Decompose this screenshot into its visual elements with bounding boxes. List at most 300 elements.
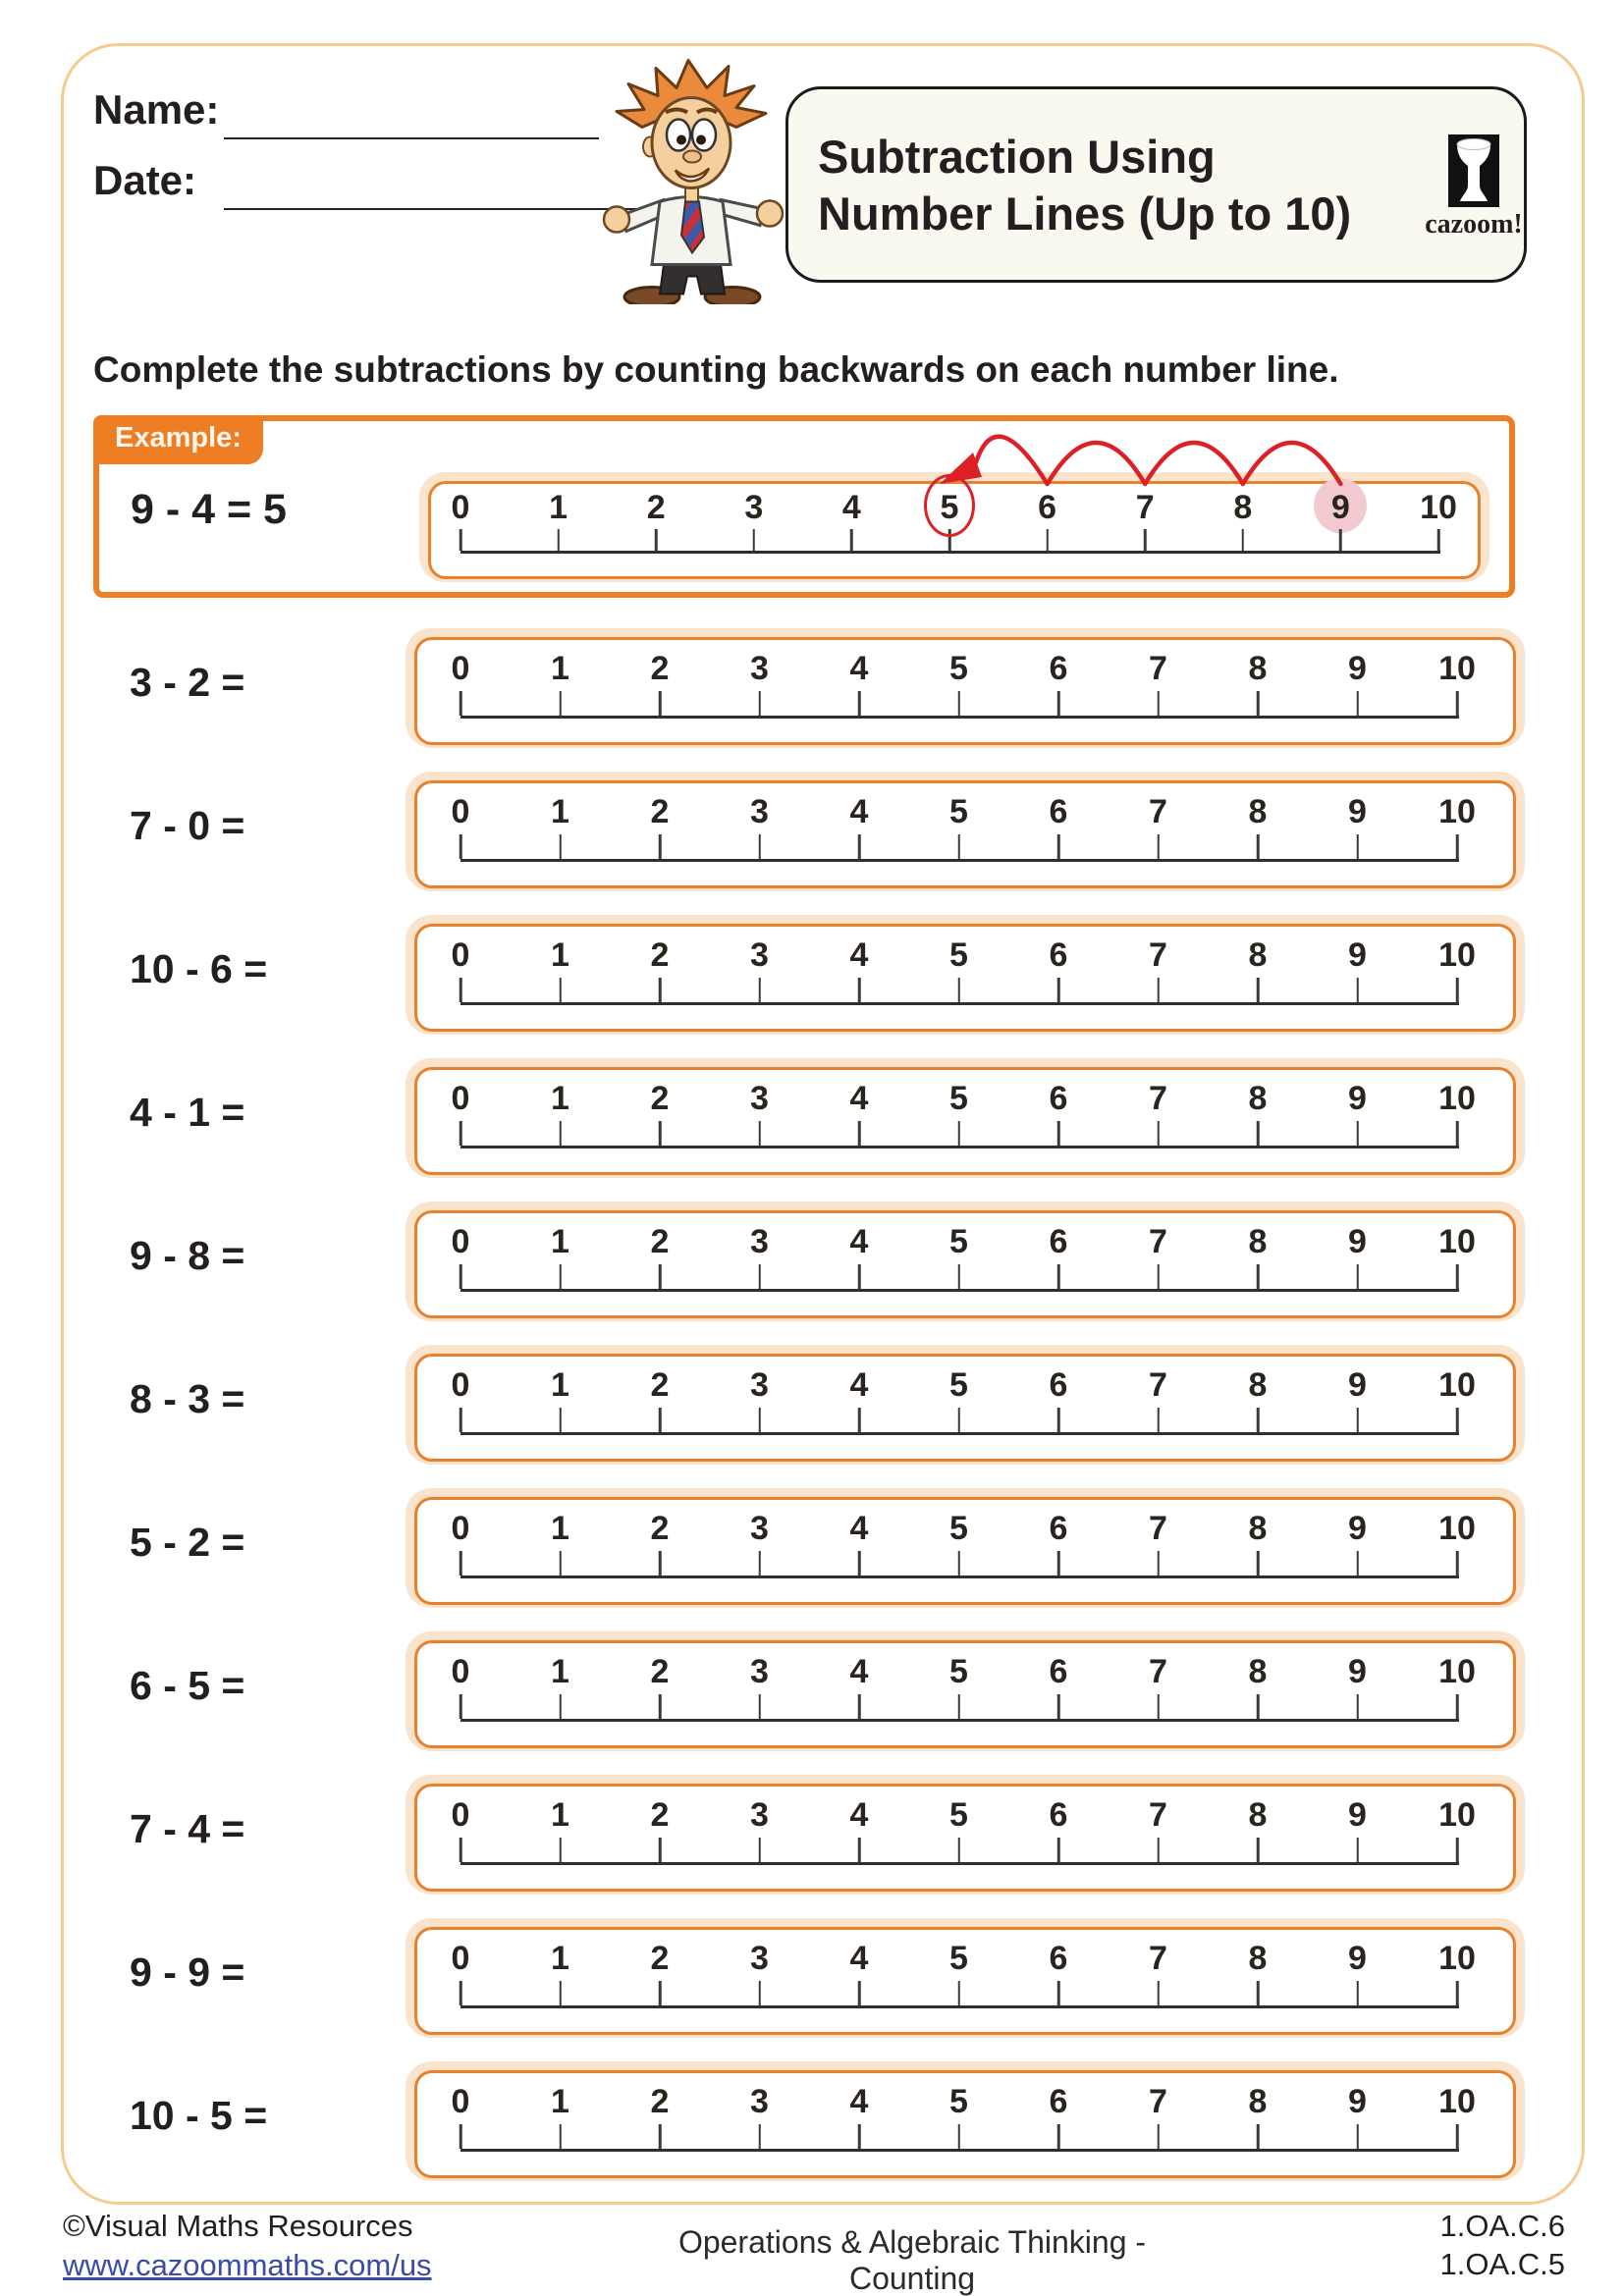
number-line-label: 3 [750, 1940, 769, 1977]
tick-mark [557, 529, 560, 551]
number-line-halo [406, 1631, 1525, 1751]
tick-mark [1242, 529, 1245, 551]
tick-mark [659, 2124, 662, 2149]
problem-equation: 5 - 2 = [130, 1520, 245, 1565]
number-line-label: 9 [1348, 1653, 1367, 1690]
number-line-label: 7 [1149, 650, 1167, 687]
tick-mark [559, 834, 562, 859]
number-line-label: 5 [949, 1940, 968, 1977]
tick-mark [858, 1264, 861, 1289]
number-line-label: 6 [1049, 1940, 1068, 1977]
answer-space[interactable] [0, 1775, 69, 1818]
number-line [414, 1210, 1516, 1318]
number-line [428, 481, 1481, 579]
tick-mark [957, 691, 960, 716]
name-input-line[interactable] [224, 137, 599, 139]
tick-mark [559, 1838, 562, 1862]
number-line-label: 10 [1438, 650, 1476, 687]
number-line-baseline [460, 551, 1440, 554]
tick-mark [1356, 978, 1359, 1002]
tick-mark [858, 978, 861, 1002]
tick-mark [1157, 1551, 1160, 1575]
tick-mark [1356, 1264, 1359, 1289]
number-line-label: 8 [1248, 1653, 1268, 1690]
problem-equation: 6 - 5 = [130, 1663, 245, 1708]
tick-mark [559, 1551, 562, 1575]
number-line-label: 7 [1149, 1366, 1167, 1404]
tick-mark [1257, 1121, 1260, 1146]
number-line-label: 6 [1049, 650, 1068, 687]
tick-mark [1437, 529, 1440, 551]
number-line-label: 9 [1348, 650, 1367, 687]
number-line-label: 5 [949, 2083, 968, 2120]
problem-equation: 10 - 6 = [130, 946, 268, 991]
answer-space[interactable] [0, 915, 69, 958]
number-line-label: 10 [1438, 1653, 1476, 1690]
tick-mark [659, 1838, 662, 1862]
tick-mark [460, 1551, 462, 1575]
tick-mark [1356, 691, 1359, 716]
number-line-label: 10 [1438, 2083, 1476, 2120]
number-line-label: 5 [949, 1510, 968, 1547]
tick-mark [1257, 1694, 1260, 1719]
tick-mark [460, 691, 462, 716]
number-line-label: 9 [1348, 1223, 1367, 1260]
tick-mark [1456, 2124, 1459, 2149]
tick-mark [1456, 1408, 1459, 1432]
tick-mark [858, 2124, 861, 2149]
number-line-label: 3 [750, 1796, 769, 1834]
number-line-label: 4 [849, 650, 869, 687]
number-line-label: 9 [1330, 489, 1350, 526]
number-line-label: 2 [646, 489, 666, 526]
date-label: Date: [93, 157, 197, 203]
problem-row [0, 1488, 1624, 1608]
problem-equation: 8 - 3 = [130, 1376, 245, 1421]
tick-mark [957, 1551, 960, 1575]
tick-mark [460, 1264, 462, 1289]
number-line-label: 9 [1348, 1940, 1367, 1977]
tick-mark [758, 834, 761, 859]
number-line-label: 2 [650, 1653, 670, 1690]
tick-mark [1046, 529, 1049, 551]
tick-mark [559, 1121, 562, 1146]
tick-mark [1157, 978, 1160, 1002]
tick-mark [1157, 691, 1160, 716]
number-line [414, 1784, 1516, 1892]
number-line-label: 2 [650, 1510, 670, 1547]
number-line-label: 8 [1248, 1940, 1268, 1977]
number-line-label: 4 [849, 793, 869, 830]
number-line-label: 8 [1248, 1080, 1268, 1117]
example-number-line [419, 472, 1489, 582]
number-line-label: 3 [750, 1366, 769, 1404]
tick-mark [460, 529, 462, 551]
problem-row [0, 1918, 1624, 2038]
number-line-label: 1 [551, 2083, 569, 2120]
tick-mark [1257, 1264, 1260, 1289]
number-line-label: 8 [1233, 489, 1253, 526]
copyright-text: ©Visual Maths Resources [63, 2209, 413, 2243]
number-line-label: 5 [949, 936, 968, 974]
tick-mark [460, 1694, 462, 1719]
tick-mark [659, 691, 662, 716]
tick-mark [1257, 1838, 1260, 1862]
standard-code: 1.OA.C.6 [1439, 2209, 1565, 2243]
number-line-label: 6 [1049, 936, 1068, 974]
tick-mark [1057, 1981, 1060, 2005]
number-line-halo [406, 1058, 1525, 1178]
number-line-label: 9 [1348, 793, 1367, 830]
tick-mark [655, 529, 658, 551]
number-line-label: 7 [1149, 1653, 1167, 1690]
number-line-label: 7 [1149, 1223, 1167, 1260]
tick-mark [858, 1408, 861, 1432]
website-link[interactable]: www.cazoommaths.com/us [63, 2248, 432, 2282]
tick-mark [957, 1264, 960, 1289]
number-line-label: 5 [949, 650, 968, 687]
number-line [414, 637, 1516, 745]
answer-space[interactable] [0, 1918, 69, 1961]
tick-mark [858, 1694, 861, 1719]
number-line-label: 0 [451, 2083, 470, 2120]
number-line-label: 8 [1248, 936, 1268, 974]
number-line-baseline [460, 1432, 1459, 1435]
number-line-label: 0 [451, 489, 470, 526]
example-equation: 9 - 4 = 5 [131, 486, 287, 533]
tick-mark [659, 1121, 662, 1146]
number-line-label: 2 [650, 936, 670, 974]
number-line-label: 6 [1049, 1510, 1068, 1547]
number-line-label: 8 [1248, 2083, 1268, 2120]
number-line-label: 7 [1149, 1940, 1167, 1977]
tick-mark [1356, 1694, 1359, 1719]
tick-mark [1157, 1694, 1160, 1719]
number-line-label: 7 [1149, 1796, 1167, 1834]
tick-mark [559, 1694, 562, 1719]
tick-mark [1157, 1838, 1160, 1862]
answer-space[interactable] [0, 1345, 69, 1388]
answer-space[interactable] [0, 1058, 69, 1101]
number-line-baseline [460, 1289, 1459, 1292]
tick-mark [1339, 529, 1342, 551]
tick-mark [1057, 1121, 1060, 1146]
number-line-halo [406, 1775, 1525, 1895]
tick-mark [858, 1551, 861, 1575]
problem-row [0, 1775, 1624, 1895]
tick-mark [957, 1408, 960, 1432]
number-line-label: 0 [451, 650, 470, 687]
number-line-label: 10 [1438, 936, 1476, 974]
number-line-label: 6 [1049, 1223, 1068, 1260]
number-line-label: 6 [1049, 793, 1068, 830]
number-line-label: 4 [841, 489, 861, 526]
tick-mark [858, 1838, 861, 1862]
tick-mark [758, 1981, 761, 2005]
number-line-label: 9 [1348, 1510, 1367, 1547]
number-line-label: 3 [750, 793, 769, 830]
number-line-label: 4 [849, 1653, 869, 1690]
tick-mark [758, 1264, 761, 1289]
number-line-label: 6 [1049, 2083, 1068, 2120]
tick-mark [1057, 978, 1060, 1002]
number-line-label: 1 [551, 1510, 569, 1547]
number-line-label: 1 [551, 650, 569, 687]
number-line [414, 1354, 1516, 1462]
title-box [785, 86, 1527, 283]
number-line-label: 7 [1149, 1080, 1167, 1117]
tick-mark [758, 1838, 761, 1862]
tick-mark [858, 691, 861, 716]
number-line-baseline [460, 716, 1459, 719]
problem-equation: 10 - 5 = [130, 2093, 268, 2138]
tick-mark [1257, 834, 1260, 859]
footer-credits [63, 2207, 432, 2285]
tick-mark [559, 691, 562, 716]
number-line-label: 1 [551, 936, 569, 974]
tick-mark [957, 1838, 960, 1862]
tick-mark [659, 834, 662, 859]
tick-mark [1157, 1264, 1160, 1289]
tick-mark [1356, 1121, 1359, 1146]
number-line-baseline [460, 1146, 1459, 1148]
number-line-label: 6 [1049, 1653, 1068, 1690]
number-line-label: 2 [650, 2083, 670, 2120]
number-line-label: 1 [551, 793, 569, 830]
tick-mark [559, 1408, 562, 1432]
number-line-label: 3 [750, 1223, 769, 1260]
tick-mark [758, 978, 761, 1002]
tick-mark [1456, 1121, 1459, 1146]
brand-logo [1419, 134, 1529, 240]
number-line-label: 2 [650, 793, 670, 830]
tick-mark [1057, 834, 1060, 859]
number-line-label: 10 [1438, 793, 1476, 830]
number-line-label: 8 [1248, 650, 1268, 687]
tick-mark [957, 978, 960, 1002]
number-line-label: 7 [1135, 489, 1155, 526]
number-line-label: 6 [1038, 489, 1057, 526]
number-line-halo [406, 1201, 1525, 1321]
number-line-baseline [460, 2005, 1459, 2008]
number-line-label: 0 [451, 1653, 470, 1690]
tick-mark [1057, 1838, 1060, 1862]
number-line-label: 2 [650, 1366, 670, 1404]
number-line-label: 1 [551, 1653, 569, 1690]
tick-mark [1257, 2124, 1260, 2149]
footer-subject: Operations & Algebraic Thinking - Counting [677, 2224, 1147, 2296]
tick-mark [659, 1408, 662, 1432]
number-line-label: 4 [849, 1510, 869, 1547]
number-line-label: 4 [849, 1366, 869, 1404]
answer-space[interactable] [0, 1631, 69, 1675]
number-line-label: 1 [549, 489, 568, 526]
tick-mark [753, 529, 756, 551]
number-line-label: 1 [551, 1940, 569, 1977]
answer-space[interactable] [0, 1488, 69, 1531]
number-line-label: 5 [949, 1366, 968, 1404]
number-line-halo [406, 915, 1525, 1035]
tick-mark [758, 1551, 761, 1575]
number-line [414, 1927, 1516, 2035]
tick-mark [957, 834, 960, 859]
tick-mark [758, 1408, 761, 1432]
number-line [414, 1067, 1516, 1175]
number-line-label: 10 [1420, 489, 1457, 526]
tick-mark [1057, 1694, 1060, 1719]
number-line-label: 0 [451, 1510, 470, 1547]
number-line-label: 9 [1348, 936, 1367, 974]
footer-standards [1440, 2207, 1566, 2283]
answer-space[interactable] [0, 628, 69, 671]
tick-mark [659, 978, 662, 1002]
problem-row [0, 1058, 1624, 1178]
number-line-label: 6 [1049, 1080, 1068, 1117]
number-line-label: 2 [650, 650, 670, 687]
tick-mark [957, 1694, 960, 1719]
problem-row [0, 1201, 1624, 1321]
tick-mark [957, 1981, 960, 2005]
tick-mark [460, 1981, 462, 2005]
number-line-label: 8 [1248, 1796, 1268, 1834]
tick-mark [460, 834, 462, 859]
example-box [93, 415, 1515, 598]
tick-mark [1157, 1121, 1160, 1146]
problem-row [0, 2061, 1624, 2181]
brand-logo-text: cazoom! [1425, 209, 1523, 240]
tick-mark [1057, 1551, 1060, 1575]
tick-mark [1456, 978, 1459, 1002]
number-line-label: 1 [551, 1366, 569, 1404]
number-line-label: 5 [949, 1796, 968, 1834]
tick-mark [1257, 1551, 1260, 1575]
number-line-label: 4 [849, 1223, 869, 1260]
number-line-label: 10 [1438, 1223, 1476, 1260]
number-line-halo [406, 1345, 1525, 1465]
number-line-label: 5 [949, 1080, 968, 1117]
character-illustration [587, 51, 798, 304]
tick-mark [1356, 1981, 1359, 2005]
tick-mark [1157, 834, 1160, 859]
tick-mark [1157, 1408, 1160, 1432]
page-title-line2: Number Lines (Up to 10) [818, 187, 1352, 240]
number-line-label: 1 [551, 1080, 569, 1117]
number-line-label: 7 [1149, 793, 1167, 830]
tick-mark [858, 1981, 861, 2005]
number-line-label: 1 [551, 1796, 569, 1834]
number-line-label: 3 [750, 936, 769, 974]
tick-mark [1057, 1408, 1060, 1432]
number-line-label: 0 [451, 1940, 470, 1977]
answer-space[interactable] [0, 1201, 69, 1245]
number-line-label: 3 [750, 2083, 769, 2120]
tick-mark [559, 1264, 562, 1289]
number-line-label: 8 [1248, 1366, 1268, 1404]
problem-equation: 9 - 8 = [130, 1233, 245, 1278]
page-title [818, 129, 1351, 242]
tick-mark [758, 691, 761, 716]
standard-code: 1.OA.C.5 [1439, 2247, 1565, 2281]
problem-row [0, 772, 1624, 891]
tick-mark [1456, 834, 1459, 859]
tick-mark [1456, 1981, 1459, 2005]
number-line-baseline [460, 1719, 1459, 1722]
tick-mark [1356, 1551, 1359, 1575]
tick-mark [1356, 1838, 1359, 1862]
name-label: Name: [93, 86, 220, 133]
tick-mark [1057, 2124, 1060, 2149]
number-line-label: 3 [750, 1510, 769, 1547]
number-line-label: 2 [650, 1796, 670, 1834]
number-line-label: 4 [849, 1080, 869, 1117]
number-line-label: 10 [1438, 1080, 1476, 1117]
number-line-label: 10 [1438, 1366, 1476, 1404]
tick-mark [858, 834, 861, 859]
tick-mark [1456, 1694, 1459, 1719]
number-line-label: 4 [849, 2083, 869, 2120]
number-line-label: 8 [1248, 1223, 1268, 1260]
number-line-label: 4 [849, 1796, 869, 1834]
number-line-label: 8 [1248, 793, 1268, 830]
number-line-label: 0 [451, 936, 470, 974]
tick-mark [460, 2124, 462, 2149]
number-line [414, 924, 1516, 1032]
tick-mark [1456, 1264, 1459, 1289]
tick-mark [858, 1121, 861, 1146]
drum-icon [1448, 134, 1499, 207]
number-line [414, 780, 1516, 888]
page-title-line1: Subtraction Using [818, 131, 1216, 183]
tick-mark [460, 1408, 462, 1432]
example-label: Example: [93, 415, 263, 464]
date-input-line[interactable] [224, 208, 636, 210]
tick-mark [1456, 1838, 1459, 1862]
number-line-label: 8 [1248, 1510, 1268, 1547]
tick-mark [1456, 1551, 1459, 1575]
number-line-label: 4 [849, 1940, 869, 1977]
problem-equation: 7 - 4 = [130, 1806, 245, 1851]
problem-row [0, 628, 1624, 748]
number-line-label: 9 [1348, 2083, 1367, 2120]
instruction-text: Complete the subtractions by counting backwards on each number line. [93, 349, 1339, 390]
number-line-label: 1 [551, 1223, 569, 1260]
number-line-halo [406, 1918, 1525, 2038]
answer-number-circle [924, 474, 975, 537]
tick-mark [1257, 1408, 1260, 1432]
tick-mark [758, 1694, 761, 1719]
tick-mark [957, 1121, 960, 1146]
number-line-label: 0 [451, 1366, 470, 1404]
number-line-label: 3 [750, 1653, 769, 1690]
answer-space[interactable] [0, 772, 69, 815]
number-line [414, 1497, 1516, 1605]
number-line-baseline [460, 1002, 1459, 1005]
tick-mark [850, 529, 853, 551]
answer-space[interactable] [0, 2061, 69, 2105]
problem-equation: 7 - 0 = [130, 803, 245, 848]
number-line-halo [406, 628, 1525, 748]
number-line-label: 3 [744, 489, 764, 526]
number-line-baseline [460, 1862, 1459, 1865]
number-line-label: 10 [1438, 1796, 1476, 1834]
tick-mark [1157, 1981, 1160, 2005]
tick-mark [659, 1264, 662, 1289]
tick-mark [1356, 834, 1359, 859]
number-line-label: 0 [451, 1223, 470, 1260]
number-line-halo [406, 1488, 1525, 1608]
number-line-label: 0 [451, 1080, 470, 1117]
tick-mark [460, 1121, 462, 1146]
